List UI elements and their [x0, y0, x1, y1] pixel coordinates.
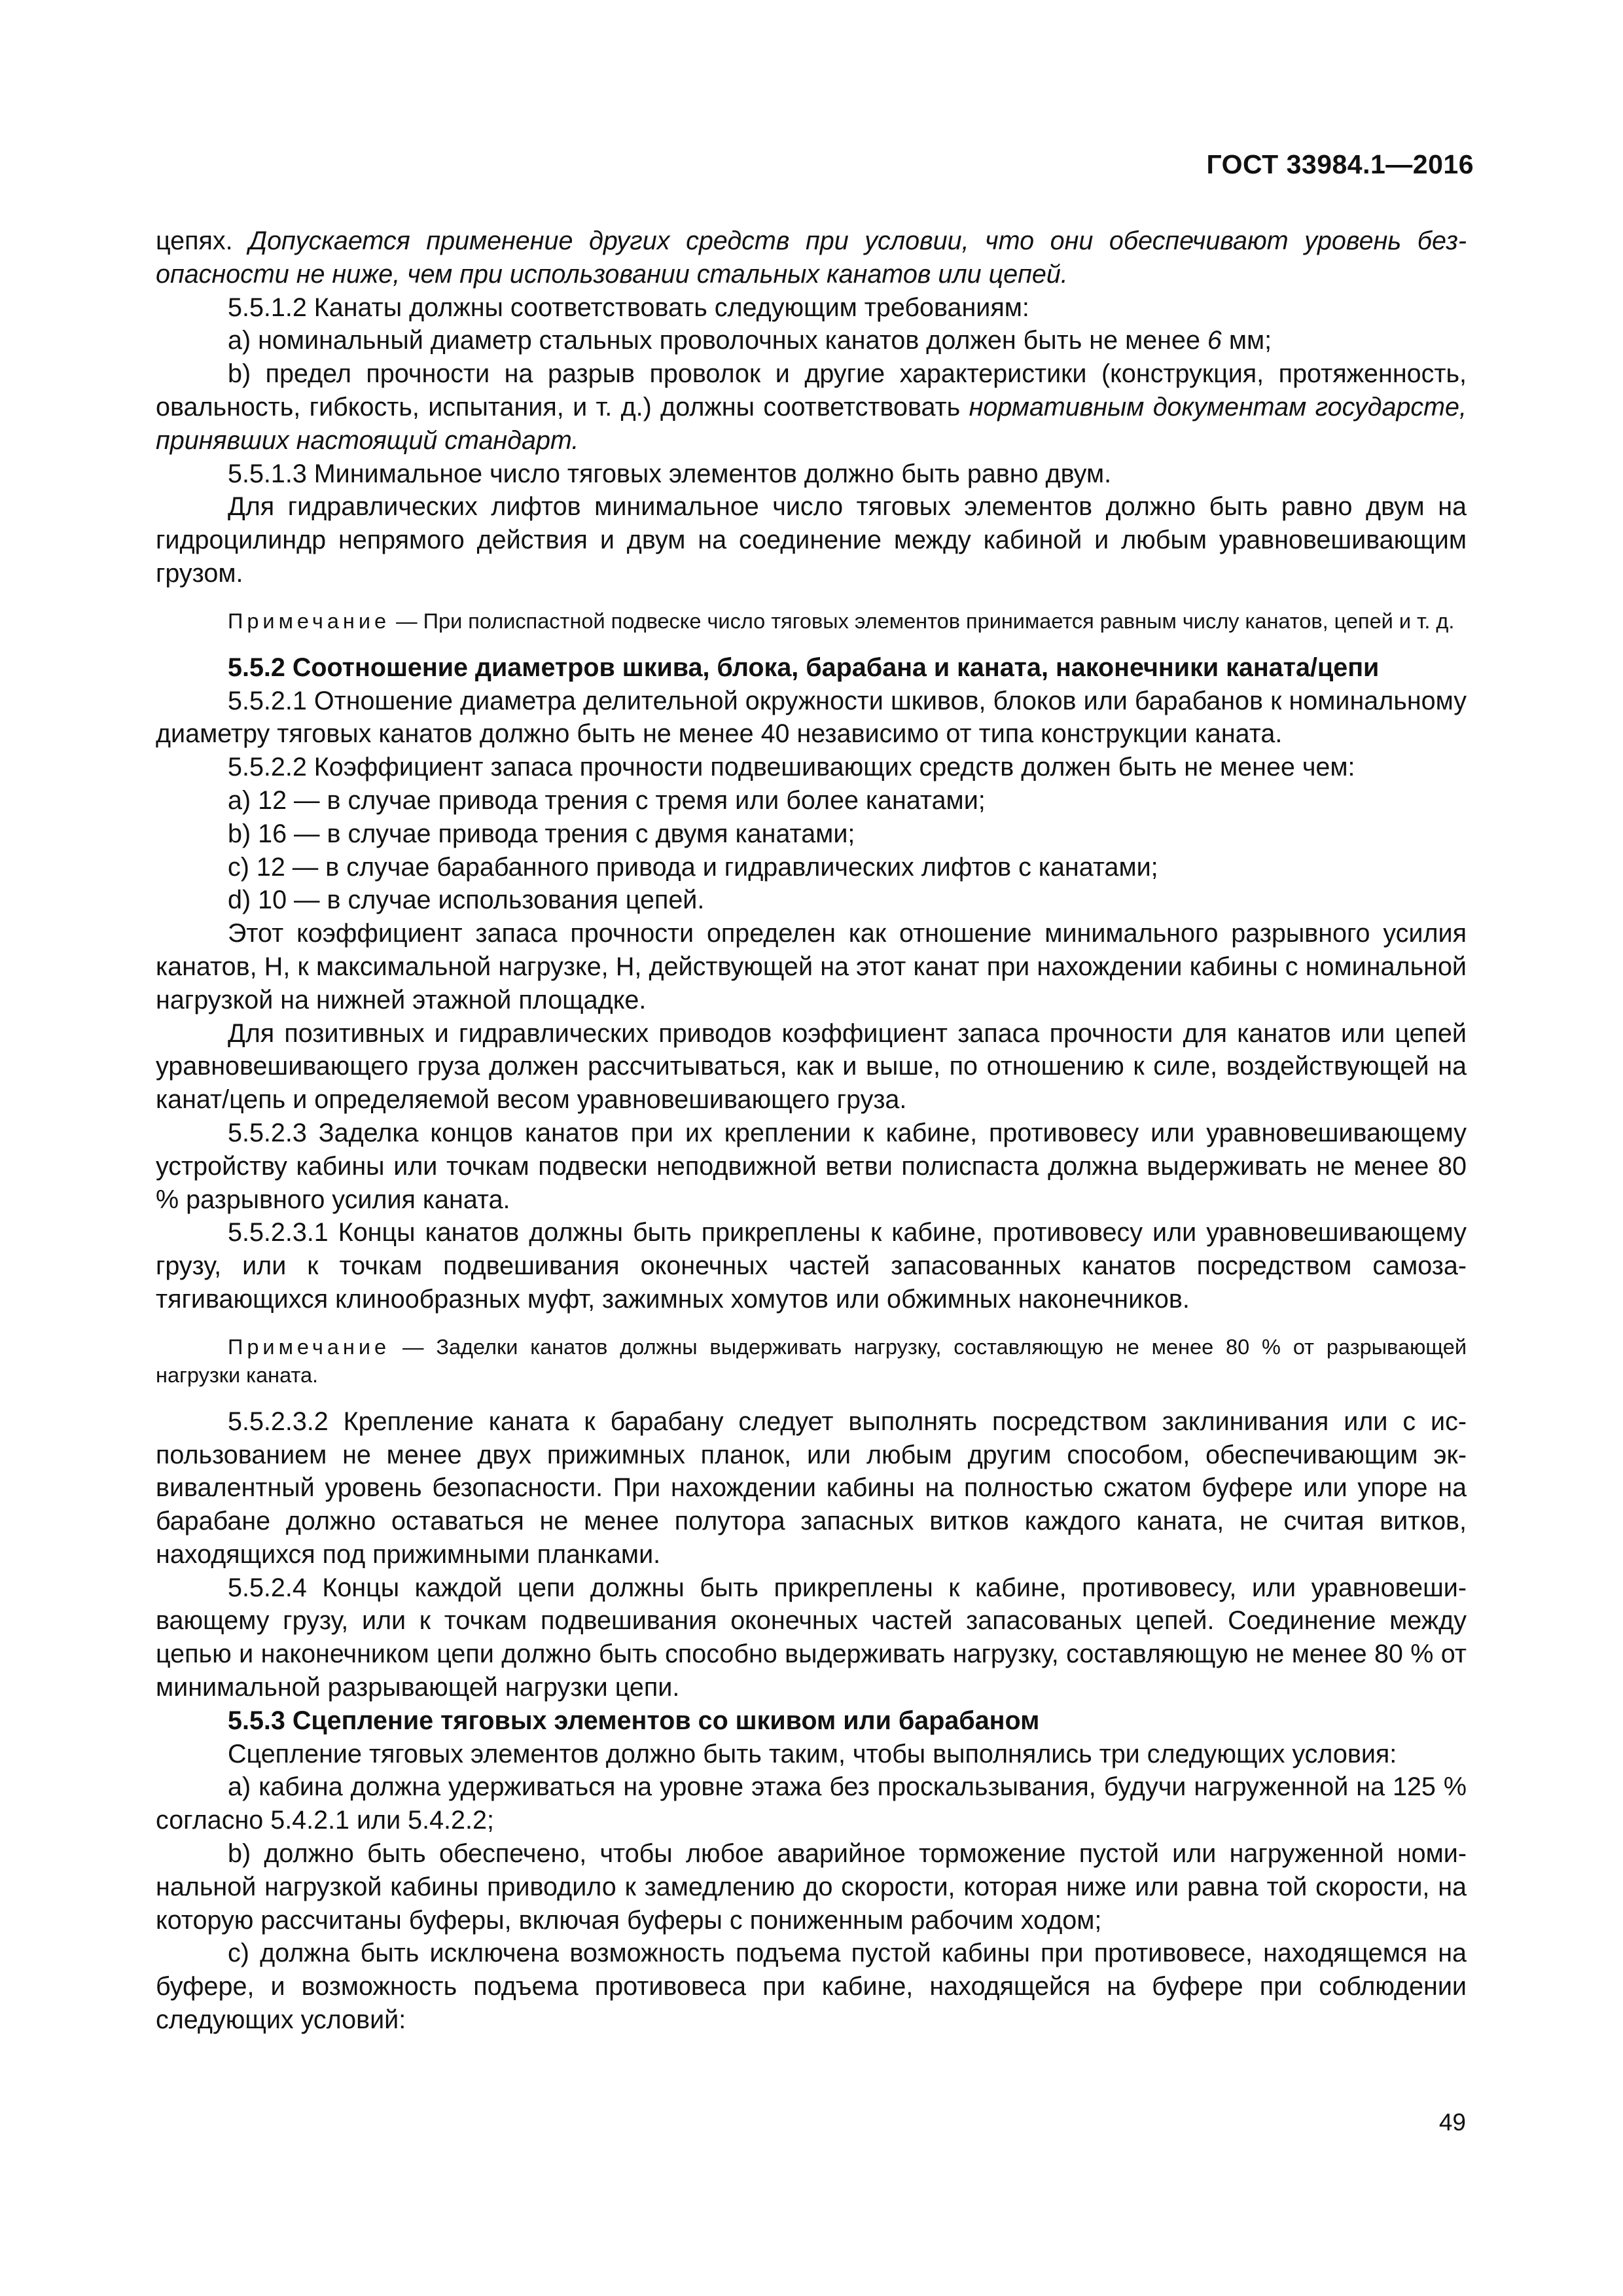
paragraph: Этот коэффициент запаса прочности определен как отношение минимального разрывного усилия канатов, Н, к максимальной нагрузке, Н, действующей на этот канат при нахождении кабины с номинальной нагрузкой на нижней этажной площадке.: [156, 919, 1467, 1014]
paragraph-text: мм;: [1221, 326, 1272, 355]
section-heading-5-5-2: 5.5.2 Соотношение диаметров шкива, блока, барабана и каната, наконечники каната/цепи: [228, 653, 1380, 682]
list-item-b: b) должно быть обеспечено, чтобы любое аварийное торможение пустой или нагруженной номинальной нагрузкой кабины приводило к замедлению до скорости, которая ниже или равна той скорости, на которую рассчитаны буферы, включая буферы с пониженным рабочим ходом;: [156, 1839, 1467, 1935]
clause-5-5-2-4: 5.5.2.4 Концы каждой цепи должны быть прикреплены к кабине, противовесу, или уравновешивающему грузу, или к точкам подвешивания оконечных частей запасованых цепей. Соединение между цепью и наконечником цепи должно быть способно выдерживать нагрузку, составляющую не менее 80 % от минимальной разрывающей нагрузки цепи.: [156, 1573, 1467, 1702]
page-number: 49: [1438, 2109, 1466, 2136]
clause-5-5-2-2: 5.5.2.2 Коэффициент запаса прочности подвешивающих средств должен быть не менее чем:: [228, 753, 1355, 782]
list-item-b: b) 16 — в случае привода трения с двумя канатами;: [228, 819, 855, 848]
paragraph-text: a) номинальный диаметр стальных проволочных канатов должен быть не менее: [228, 326, 1207, 355]
note-paragraph: [156, 1333, 1467, 1390]
italic-text: нормативным документам государсте, принявших настоящий стандарт.: [156, 392, 1467, 455]
clause-5-5-1-2: 5.5.1.2 Канаты должны соответствовать следующим требованиям:: [228, 293, 1029, 322]
clause-5-5-1-3: 5.5.1.3 Минимальное число тяговых элементов должно быть равно двум.: [228, 459, 1112, 488]
clause-5-5-2-3-1: 5.5.2.3.1 Концы канатов должны быть прикреплены к кабине, противовесу или уравновешивающему грузу, или к точкам подвешивания оконечных частей запасованных канатов посредством самозатягивающихся клинообразных муфт, зажимных хомутов или обжимных наконечников.: [156, 1218, 1467, 1314]
list-item-c: c) 12 — в случае барабанного привода и гидравлических лифтов с канатами;: [228, 852, 1158, 882]
italic-text: Допускается применение других средств при условии, что они обеспечивают уровень безопасности не ниже, чем при использовании стальных канатов или цепей.: [156, 226, 1467, 289]
list-item-a: a) кабина должна удерживаться на уровне этажа без проскальзывания, будучи нагруженной на 125 % согласно 5.4.2.1 или 5.4.2.2;: [156, 1772, 1467, 1835]
paragraph: Для гидравлических лифтов минимальное число тяговых элементов должно быть равно двум на гидроцилиндр непрямого действия и двум на соединение между кабиной и любым уравновешивающим грузом.: [156, 492, 1467, 588]
clause-5-5-2-3: 5.5.2.3 Заделка концов канатов при их креплении к кабине, противовесу или уравновешивающему устройству кабины или точкам подвески неподвижной ветви полиспаста должна выдерживать не менее 80 % разрывного усилия каната.: [156, 1118, 1467, 1214]
paragraph-continuation: [156, 224, 1467, 291]
paragraph: Для позитивных и гидравлических приводов коэффициент запаса прочности для канатов или цепей уравновешивающего груза должен рассчитываться, как и выше, по отношению к силе, воздействующей на канат/цепь и определяемой весом уравновешивающего груза.: [156, 1018, 1467, 1115]
clause-5-5-2-1: 5.5.2.1 Отношение диаметра делительной окружности шкивов, блоков или барабанов к номинальному диаметру тяговых канатов должно быть не менее 40 независимо от типа конструкции каната.: [156, 686, 1467, 749]
list-item-c: c) должна быть исключена возможность подъема пустой кабины при противовесе, находящемся на буфере, и возможность подъема противовеса при кабине, находящейся на буфере при соблюдении следующих условий:: [156, 1939, 1467, 2035]
italic-text: 6: [1207, 326, 1222, 355]
list-item-a: a) 12 — в случае привода трения с тремя или более канатами;: [228, 785, 986, 815]
list-item-a: [156, 324, 1467, 357]
note-label: Примечание: [228, 1335, 391, 1359]
note-text: — Заделки канатов должны выдерживать нагрузку, составляющую не менее 80 % от разрывающей нагрузки каната.: [156, 1335, 1467, 1387]
document-header: ГОСТ 33984.1—2016: [1206, 149, 1474, 179]
clause-5-5-2-3-2: 5.5.2.3.2 Крепление каната к барабану следует выполнять посредством заклинивания или с использованием не менее двух прижимных планок, или любым другим способом, обеспечивающим эквивалентный уровень безопасности. При нахождении кабины на полностью сжатом буфере или упоре на барабане должно оставаться не менее полутора запасных витков каждого каната, не считая витков, находящихся под прижимными планками.: [156, 1407, 1467, 1569]
note-text: — При полиспастной подвеске число тяговых элементов принимается равным числу канатов, цепей и т. д.: [390, 609, 1455, 633]
list-item-b: [156, 357, 1467, 457]
list-item-d: d) 10 — в случае использования цепей.: [228, 886, 705, 915]
page-content: [156, 224, 1467, 2037]
note-paragraph: [156, 607, 1467, 636]
paragraph: Сцепление тяговых элементов должно быть таким, чтобы выполнялись три следующих условия:: [228, 1739, 1397, 1768]
note-label: Примечание: [228, 609, 391, 633]
paragraph-text: b) предел прочности на разрыв проволок и другие характеристики (конструкция, протяженность, овальность, гибкость, испытания, и т. д.) должны соответствовать: [156, 359, 1467, 422]
paragraph-text: цепях.: [156, 226, 249, 255]
section-heading-5-5-3: 5.5.3 Сцепление тяговых элементов со шкивом или барабаном: [228, 1706, 1040, 1735]
